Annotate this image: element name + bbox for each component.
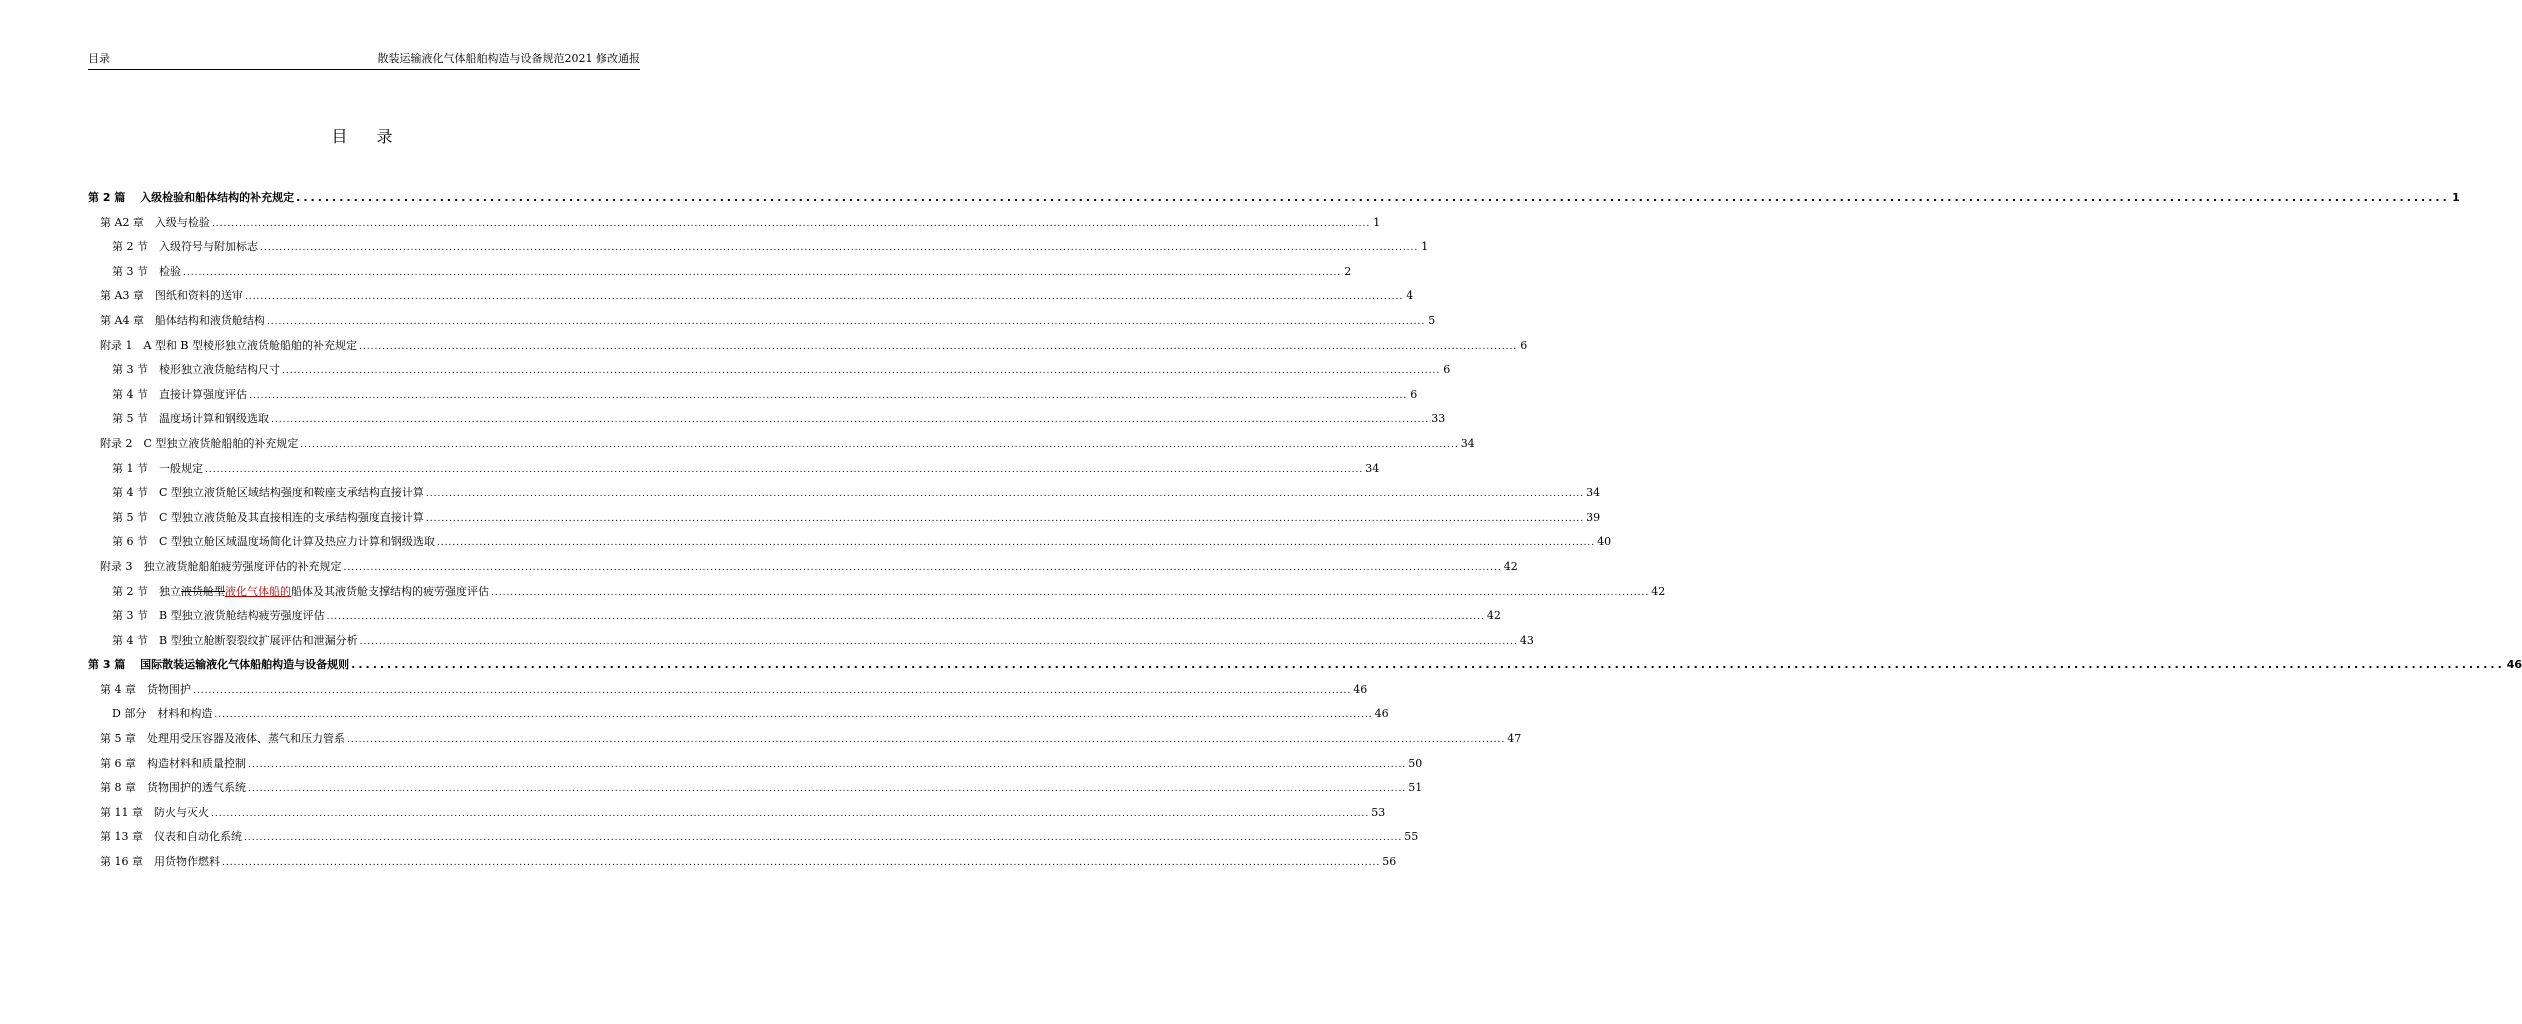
header-document-title: 散装运输液化气体船舶构造与设备规范2021 修改通报	[377, 52, 640, 65]
toc-entry-label: 附录 2 C 型独立液货舱船舶的补充规定	[100, 436, 299, 450]
toc-entry-page-number: 33	[1431, 412, 1446, 426]
toc-entry[interactable]	[88, 457, 1380, 482]
toc-entry[interactable]	[88, 604, 1501, 629]
toc-entry[interactable]	[88, 653, 2522, 678]
toc-entry[interactable]	[88, 801, 1386, 826]
dot-leader: ............................................................................................................................................................................................................................................................................................................	[211, 218, 1371, 229]
dot-leader: ............................................................................................................................................................................................................................................................................................................	[300, 439, 1459, 450]
page-title: 目 录	[331, 127, 405, 146]
table-of-contents	[88, 186, 2522, 875]
dot-leader: ............................................................................................................................................................................................................................................................................................................	[359, 341, 1518, 352]
toc-entry-label: 第 4 章 货物围护	[100, 682, 191, 696]
dot-leader: ............................................................................................................................................................................................................................................................................................................	[271, 415, 1430, 426]
toc-entry-page-number: 39	[1586, 510, 1601, 524]
dot-leader: ............................................................................................................................................................................................................................................................................................................	[351, 658, 2505, 672]
toc-entry[interactable]	[88, 776, 1423, 801]
header-divider	[88, 69, 640, 70]
dot-leader: ............................................................................................................................................................................................................................................................................................................	[249, 390, 1408, 401]
toc-entry[interactable]	[88, 678, 1368, 703]
toc-entry-label: 第 6 章 构造材料和质量控制	[100, 756, 246, 770]
dot-leader: ............................................................................................................................................................................................................................................................................................................	[425, 513, 1585, 524]
toc-entry-label: 第 A2 章 入级与检验	[100, 215, 210, 229]
toc-entry[interactable]	[88, 407, 1446, 432]
dot-leader: ............................................................................................................................................................................................................................................................................................................	[248, 759, 1407, 770]
toc-entry[interactable]	[88, 506, 1601, 531]
toc-entry-page-number: 34	[1586, 486, 1601, 500]
dot-leader: ............................................................................................................................................................................................................................................................................................................	[425, 489, 1585, 500]
deleted-text: 液货舱型	[181, 584, 225, 598]
toc-entry[interactable]	[88, 358, 1451, 383]
label-text: 船体及其液货舱支撑结构的疲劳强度评估	[291, 584, 489, 598]
toc-entry-label: 第 A4 章 船体结构和液货舱结构	[100, 313, 265, 327]
toc-entry-label: 第 4 节 B 型独立舱断裂裂纹扩展评估和泄漏分析	[112, 633, 358, 647]
toc-entry-label: 第 13 章 仪表和自动化系统	[100, 830, 242, 844]
dot-leader: ............................................................................................................................................................................................................................................................................................................	[244, 292, 1404, 303]
toc-entry-page-number: 46	[1374, 707, 1389, 721]
toc-entry-label: 第 A3 章 图纸和资料的送审	[100, 289, 243, 303]
toc-entry-label: 第 4 节 C 型独立液货舱区域结构强度和鞍座支承结构直接计算	[112, 486, 424, 500]
dot-leader: ............................................................................................................................................................................................................................................................................................................	[491, 587, 1650, 598]
toc-entry-page-number: 2	[1344, 264, 1352, 278]
toc-entry-label: 第 4 节 直接计算强度评估	[112, 387, 247, 401]
dot-leader: ............................................................................................................................................................................................................................................................................................................	[266, 316, 1426, 327]
toc-entry[interactable]	[88, 211, 1381, 236]
toc-entry-page-number: 34	[1365, 461, 1380, 475]
dot-leader: ............................................................................................................................................................................................................................................................................................................	[296, 191, 2450, 204]
toc-entry-page-number: 6	[1520, 338, 1528, 352]
toc-entry-label: 第 5 章 处理用受压容器及液体、蒸气和压力管系	[100, 732, 345, 746]
toc-entry-page-number: 46	[2506, 658, 2522, 672]
toc-entry-page-number: 40	[1597, 535, 1612, 549]
toc-entry[interactable]	[88, 481, 1601, 506]
toc-entry-label: D 部分 材料和构造	[112, 707, 213, 721]
dot-leader: ............................................................................................................................................................................................................................................................................................................	[436, 538, 1596, 549]
toc-entry-page-number: 42	[1651, 584, 1666, 598]
dot-leader: ............................................................................................................................................................................................................................................................................................................	[248, 784, 1407, 795]
label-text: 第 2 节 独立	[112, 584, 181, 598]
dot-leader: ............................................................................................................................................................................................................................................................................................................	[326, 612, 1485, 623]
toc-entry-label: 第 3 节 B 型独立液货舱结构疲劳强度评估	[112, 609, 325, 623]
toc-entry-page-number: 43	[1519, 633, 1534, 647]
dot-leader: ............................................................................................................................................................................................................................................................................................................	[343, 562, 1502, 573]
dot-leader: ............................................................................................................................................................................................................................................................................................................	[211, 808, 1370, 819]
toc-entry-label: 第 8 章 货物围护的透气系统	[100, 781, 246, 795]
toc-entry-page-number: 51	[1408, 781, 1423, 795]
dot-leader: ............................................................................................................................................................................................................................................................................................................	[214, 710, 1373, 721]
toc-entry-page-number: 5	[1428, 313, 1436, 327]
toc-entry-page-number: 6	[1410, 387, 1418, 401]
toc-entry-label: 第 1 节 一般规定	[112, 461, 203, 475]
toc-entry-label: 附录 3 独立液货舱船舶疲劳强度评估的补充规定	[100, 559, 342, 573]
header-section-label: 目录	[88, 52, 110, 65]
inserted-text: 液化气体船的	[225, 584, 291, 598]
toc-entry[interactable]	[88, 186, 2460, 211]
toc-entry[interactable]	[88, 383, 1418, 408]
toc-entry[interactable]	[88, 555, 1518, 580]
toc-entry-label: 第 2 篇 入级检验和船体结构的补充规定	[88, 191, 295, 204]
toc-entry[interactable]	[88, 752, 1423, 777]
toc-entry-label: 第 5 节 温度场计算和钢级选取	[112, 412, 269, 426]
page-header	[88, 50, 640, 68]
toc-entry-page-number: 34	[1460, 436, 1475, 450]
toc-entry-page-number: 42	[1486, 609, 1501, 623]
toc-entry[interactable]	[88, 432, 1475, 457]
toc-entry-label: 第 3 篇 国际散装运输液化气体船舶构造与设备规则	[88, 658, 350, 672]
dot-leader: ............................................................................................................................................................................................................................................................................................................	[359, 636, 1518, 647]
toc-entry[interactable]	[88, 235, 1429, 260]
toc-entry-page-number: 1	[2452, 191, 2460, 204]
toc-entry-page-number: 4	[1406, 289, 1414, 303]
toc-entry-page-number: 42	[1503, 559, 1518, 573]
toc-entry-page-number: 1	[1421, 240, 1429, 254]
toc-entry-page-number: 55	[1404, 830, 1419, 844]
toc-entry-label	[112, 580, 489, 605]
toc-entry-label: 第 2 节 入级符号与附加标志	[112, 240, 258, 254]
toc-entry-page-number: 56	[1382, 855, 1397, 869]
toc-entry[interactable]	[88, 284, 1414, 309]
dot-leader: ............................................................................................................................................................................................................................................................................................................	[347, 735, 1506, 746]
toc-entry[interactable]	[88, 530, 1612, 555]
toc-entry-label: 第 11 章 防火与灭火	[100, 805, 209, 819]
toc-entry-page-number: 47	[1507, 732, 1522, 746]
dot-leader: ............................................................................................................................................................................................................................................................................................................	[205, 464, 1364, 475]
toc-entry-page-number: 53	[1371, 805, 1386, 819]
toc-entry[interactable]	[88, 629, 1534, 654]
toc-entry[interactable]	[88, 702, 1389, 727]
toc-entry-label: 第 6 节 C 型独立舱区域温度场简化计算及热应力计算和钢级选取	[112, 535, 435, 549]
toc-entry-page-number: 46	[1353, 682, 1368, 696]
toc-entry[interactable]	[88, 850, 1397, 875]
toc-entry[interactable]	[88, 334, 1528, 359]
toc-entry-label: 第 3 节 检验	[112, 264, 181, 278]
dot-leader: ............................................................................................................................................................................................................................................................................................................	[260, 243, 1419, 254]
dot-leader: ............................................................................................................................................................................................................................................................................................................	[282, 366, 1441, 377]
toc-entry-label: 附录 1 A 型和 B 型棱形独立液货舱船舶的补充规定	[100, 338, 358, 352]
toc-entry[interactable]	[88, 260, 1352, 285]
toc-entry[interactable]	[88, 580, 1666, 605]
toc-entry[interactable]	[88, 727, 1522, 752]
toc-entry-page-number: 1	[1373, 215, 1381, 229]
dot-leader: ............................................................................................................................................................................................................................................................................................................	[193, 685, 1352, 696]
dot-leader: ............................................................................................................................................................................................................................................................................................................	[244, 833, 1403, 844]
toc-entry-label: 第 16 章 用货物作燃料	[100, 855, 220, 869]
toc-entry-page-number: 6	[1443, 363, 1451, 377]
toc-entry-label: 第 5 节 C 型独立液货舱及其直接相连的支承结构强度直接计算	[112, 510, 424, 524]
toc-entry-page-number: 50	[1408, 756, 1423, 770]
dot-leader: ............................................................................................................................................................................................................................................................................................................	[222, 858, 1381, 869]
toc-entry[interactable]	[88, 825, 1419, 850]
toc-entry[interactable]	[88, 309, 1436, 334]
dot-leader: ............................................................................................................................................................................................................................................................................................................	[183, 267, 1342, 278]
toc-entry-label: 第 3 节 棱形独立液货舱结构尺寸	[112, 363, 280, 377]
